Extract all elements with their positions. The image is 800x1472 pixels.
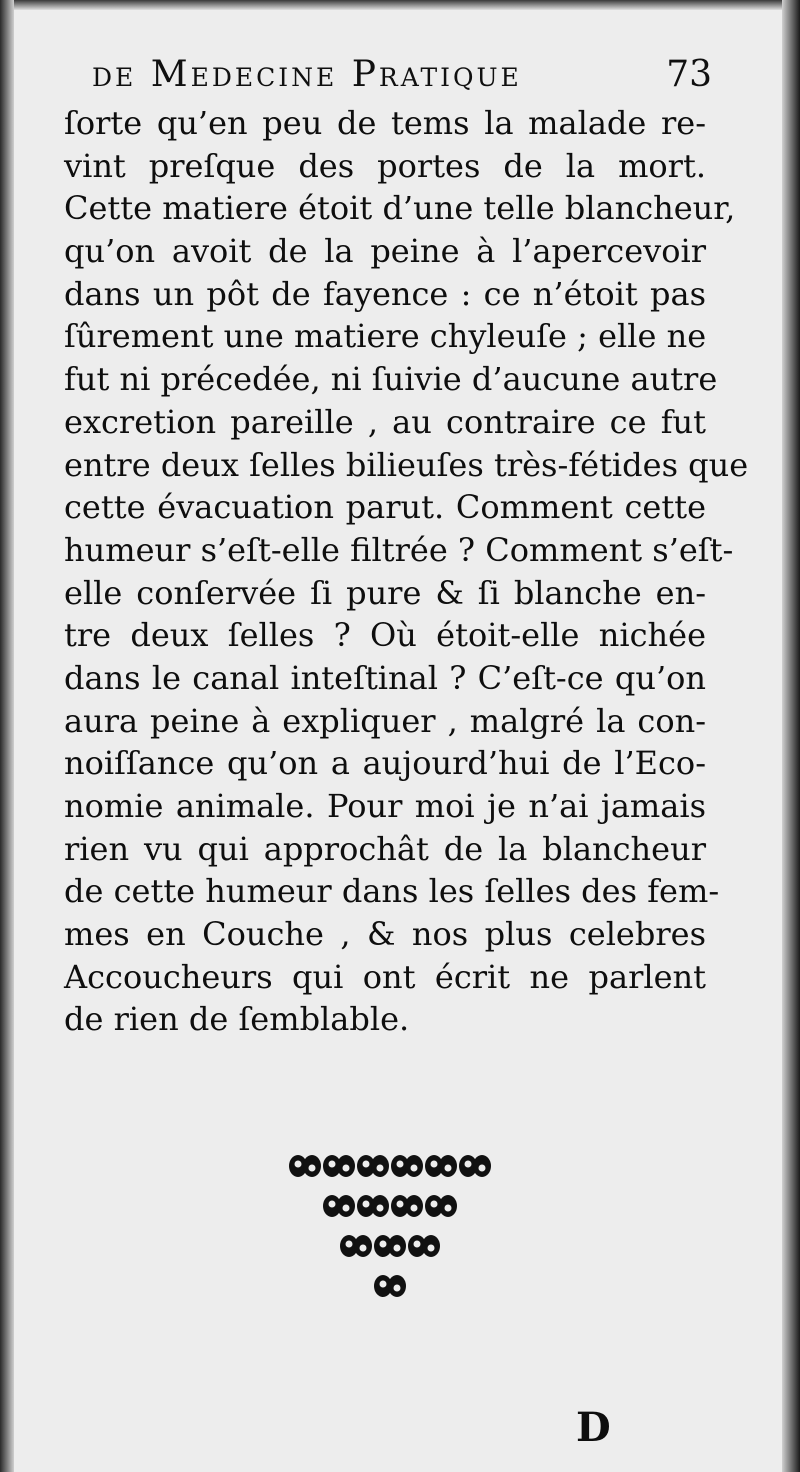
- fleuron-icon: [374, 1235, 406, 1257]
- text-line: ſûrement une matiere chyleuſe ; elle ne: [64, 317, 707, 356]
- fleuron-icon: [391, 1155, 423, 1177]
- fleuron-icon: [408, 1235, 440, 1257]
- text-line: vint preſque des portes de la mort.: [64, 146, 706, 185]
- text-line: tre deux ſelles ? Où étoit-elle nichée: [64, 616, 706, 655]
- fleuron-icon: [340, 1235, 372, 1257]
- text-line: de rien de ſemblable.: [64, 1000, 410, 1039]
- text-line: mes en Couche , & nos plus celebres: [64, 915, 706, 954]
- text-line: ſorte qu’en peu de tems la malade re-: [64, 104, 706, 142]
- fleuron-icon: [357, 1195, 389, 1217]
- text-line: humeur s’eſt-elle filtrée ? Comment s’eſt-: [64, 530, 734, 569]
- text-line: elle conſervée ſi pure & ſi blanche en-: [64, 573, 706, 612]
- text-line: entre deux ſelles bilieuſes très-fétides que: [64, 445, 749, 484]
- signature-mark: D: [576, 1404, 611, 1451]
- text-line: dans le canal inteſtinal ? C’eſt-ce qu’on: [64, 658, 706, 697]
- fleuron-icon: [425, 1155, 457, 1177]
- text-line: Accoucheurs qui ont écrit ne parlent: [64, 957, 706, 996]
- text-line: rien vu qui approchât de la blancheur: [64, 829, 706, 868]
- page-edge-right: [782, 0, 800, 1472]
- page-edge-top: [0, 0, 800, 10]
- fleuron-icon: [374, 1275, 406, 1297]
- text-line: fut ni précedée, ni ſuivie d’aucune autre: [64, 360, 718, 399]
- text-line: excretion pareille , au contraire ce fut: [64, 402, 706, 441]
- page-edge-left: [0, 0, 14, 1472]
- text-line: dans un pôt de fayence : ce n’étoit pas: [64, 274, 706, 313]
- running-head: [92, 54, 712, 102]
- text-line: nomie animale. Pour moi je n’ai jamais: [64, 787, 706, 825]
- fleuron-icon: [391, 1195, 423, 1217]
- text-line: cette évacuation parut. Comment cette: [64, 488, 706, 527]
- fleuron-icon: [459, 1155, 491, 1177]
- fleuron-icon: [323, 1195, 355, 1217]
- text-line: qu’on avoit de la peine à l’apercevoir: [64, 232, 706, 271]
- body-text: [64, 102, 749, 1041]
- fleuron-icon: [357, 1155, 389, 1177]
- fleuron-icon: [289, 1155, 321, 1177]
- text-line: noiſſance qu’on a aujourd’hui de l’Eco-: [64, 744, 706, 783]
- fleuron-tailpiece-icon: [270, 1148, 510, 1328]
- page-number: 73: [666, 54, 712, 95]
- text-line: de cette humeur dans les ſelles des fem-: [64, 872, 720, 911]
- running-head-title: de Medecine Pratique: [92, 54, 522, 95]
- fleuron-icon: [323, 1155, 355, 1177]
- fleuron-icon: [425, 1195, 457, 1217]
- text-line: Cette matiere étoit d’une telle blancheur,: [64, 189, 736, 228]
- text-line: aura peine à expliquer , malgré la con-: [64, 701, 706, 740]
